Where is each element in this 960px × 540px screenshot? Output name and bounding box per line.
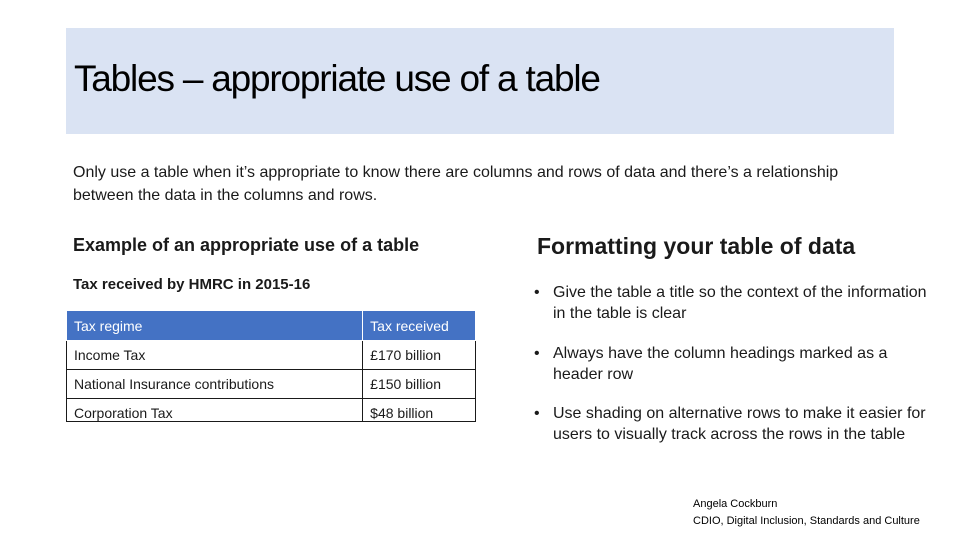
bullet-icon: •: [534, 284, 540, 301]
tip-text: Use shading on alternative rows to make it easier for users to visually track across the rows in the table: [553, 405, 926, 443]
table-row: [67, 341, 476, 370]
table-cell: £170 billion: [363, 341, 476, 370]
table-cell: £150 billion: [363, 370, 476, 399]
list-item: [534, 343, 934, 403]
table-cell: National Insurance contributions: [67, 370, 363, 399]
tip-text: Give the table a title so the context of the information in the table is clear: [553, 284, 927, 322]
table-cell: Corporation Tax: [67, 399, 363, 422]
bullet-icon: •: [534, 345, 540, 362]
table-cell: Income Tax: [67, 341, 363, 370]
formatting-heading: Formatting your table of data: [537, 233, 856, 259]
list-item: [534, 282, 934, 343]
column-header-tax-received: Tax received: [363, 311, 476, 341]
author-credit: [693, 496, 920, 530]
column-header-tax-regime: Tax regime: [67, 311, 363, 341]
intro-paragraph: Only use a table when it’s appropriate to know there are columns and rows of data and there’s a relationship between the data in the columns and rows.: [73, 164, 839, 204]
author-role: CDIO, Digital Inclusion, Standards and Culture: [693, 515, 920, 527]
tax-table: [66, 310, 476, 422]
table-cell: $48 billion: [363, 399, 476, 422]
tip-text: Always have the column headings marked as a header row: [553, 345, 888, 383]
table-row: [67, 399, 476, 422]
table-caption: Tax received by HMRC in 2015-16: [73, 276, 311, 293]
bullet-icon: •: [534, 405, 540, 422]
author-name: Angela Cockburn: [693, 498, 778, 510]
formatting-tips-list: [534, 282, 934, 445]
slide-title: Tables – appropriate use of a table: [74, 58, 600, 99]
list-item: [534, 403, 934, 445]
title-banner: [66, 28, 894, 134]
example-heading: Example of an appropriate use of a table: [73, 235, 420, 255]
table-header-row: [67, 311, 476, 341]
table-row: [67, 370, 476, 399]
